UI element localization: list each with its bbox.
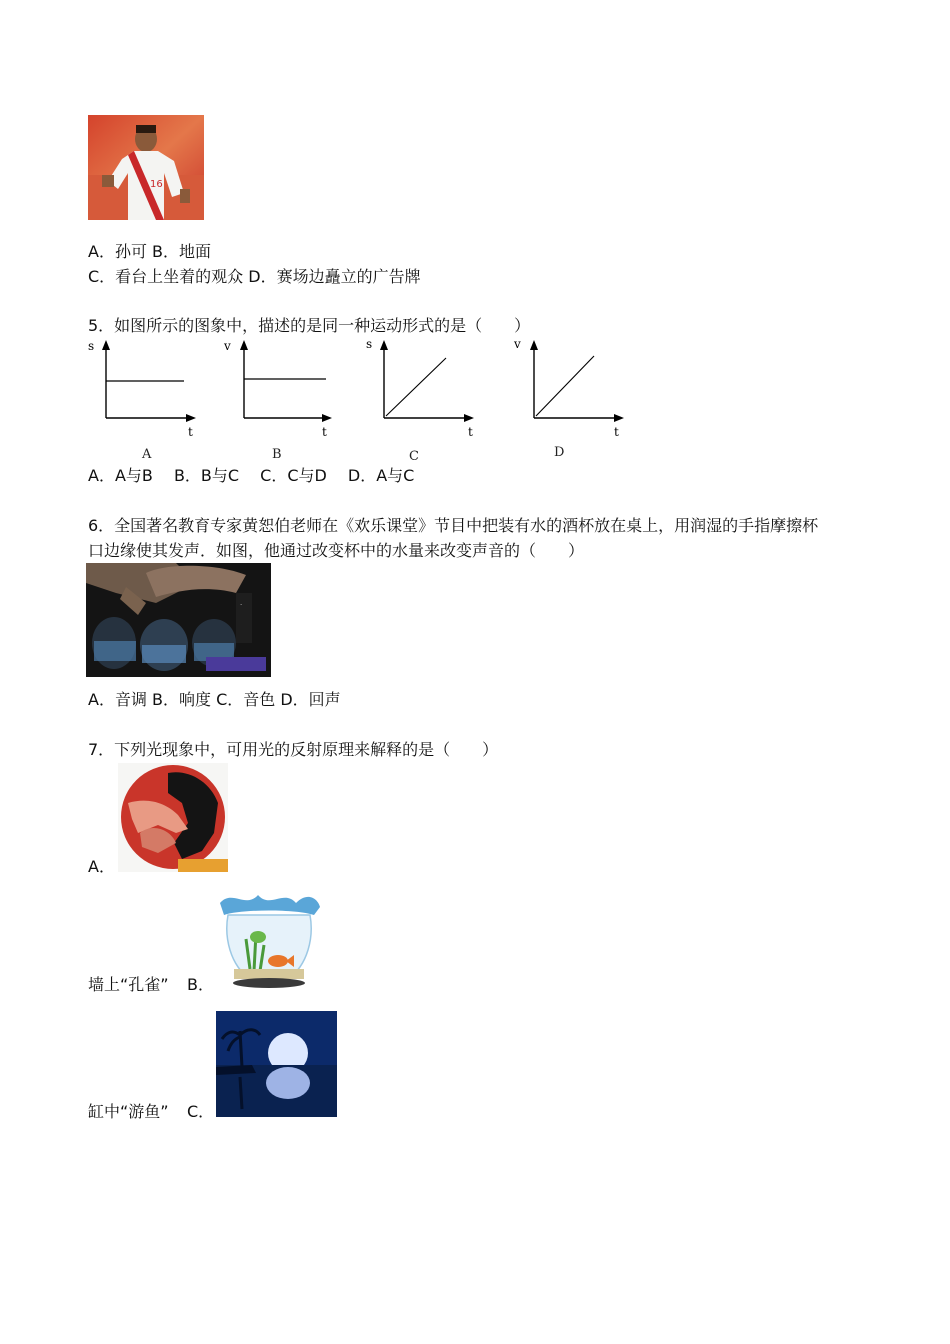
soccer-player-photo <box>88 115 204 220</box>
graph-d <box>512 336 630 462</box>
q7-option-b-caption: 缸中“游鱼” <box>88 1102 169 1121</box>
graph-d-caption: D <box>554 445 565 460</box>
q4-options-line1: A．孙可 B．地面 <box>88 242 212 261</box>
graph-b-ylabel: v <box>224 339 231 353</box>
graph-a-xlabel: t <box>188 425 193 439</box>
graph-a-ylabel: s <box>88 339 95 353</box>
q7-option-c-label: C． <box>187 1102 215 1121</box>
q4-options-line2: C．看台上坐着的观众 D．赛场边矗立的广告牌 <box>88 267 421 286</box>
q6-stem-line1: 6．全国著名教育专家黄恕伯老师在《欢乐课堂》节目中把装有水的酒杯放在桌上，用润湿的手指摩擦杯 <box>88 516 819 535</box>
hand-shadow-photo <box>118 763 228 872</box>
graph-c <box>364 338 480 464</box>
q7-option-a-caption: 墙上“孔雀” <box>88 975 169 994</box>
q7-stem: 7．下列光现象中，可用光的反射原理来解释的是（ ） <box>88 740 499 759</box>
graph-b <box>222 338 334 462</box>
q5-stem: 5．如图所示的图象中，描述的是同一种运动形式的是（ ） <box>88 316 531 335</box>
graph-a <box>86 338 198 462</box>
graph-d-xlabel: t <box>614 425 619 439</box>
graph-c-ylabel: s <box>366 337 373 351</box>
q7-option-b-label: B． <box>187 975 214 994</box>
q6-options: A．音调 B．响度 C．音色 D．回声 <box>88 690 341 709</box>
svg-text:16: 16 <box>150 179 163 190</box>
q5-options: A．A与B B．B与C C．C与D D．A与C <box>88 466 415 485</box>
graph-c-caption: C <box>409 449 419 464</box>
graph-c-xlabel: t <box>468 425 473 439</box>
graph-d-ylabel: v <box>514 337 521 351</box>
q7-option-a-label: A． <box>88 857 115 876</box>
fish-bowl-photo <box>216 889 322 991</box>
moon-reflection-photo <box>216 1011 337 1117</box>
graph-b-xlabel: t <box>322 425 327 439</box>
svg-text:·: · <box>240 601 243 609</box>
graph-b-caption: B <box>272 447 282 462</box>
graph-a-caption: A <box>142 447 152 462</box>
q6-stem-line2: 口边缘使其发声．如图，他通过改变杯中的水量来改变声音的（ ） <box>88 541 585 560</box>
wine-glasses-photo <box>86 563 271 677</box>
